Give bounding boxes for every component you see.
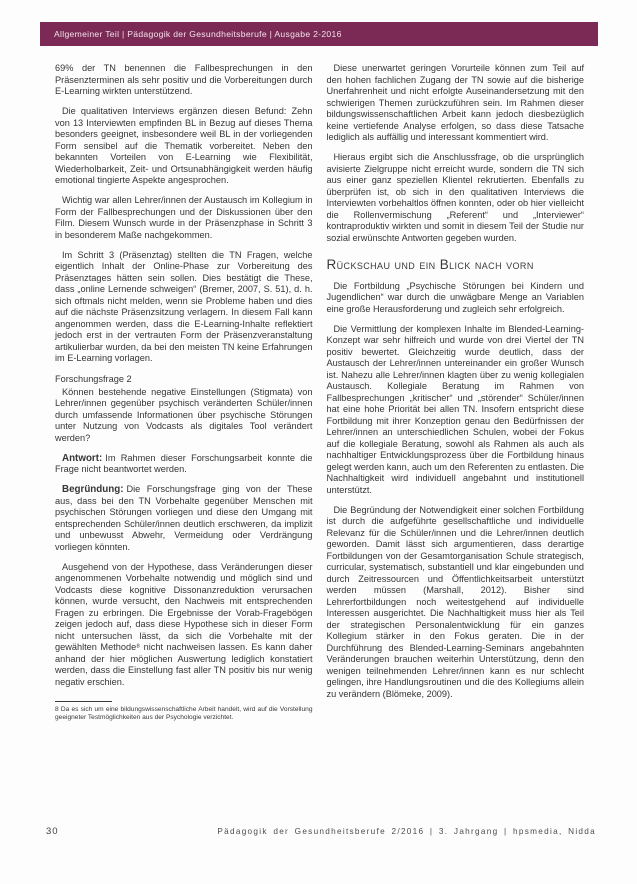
reason-text: Die Forschungsfrage ging von der These aus, dass bei den TN Vorbehalte gegenüber Menschen mit psychischen Störungen vorliegen und diese den Umgang mit entsprechenden Schüler/innen deutlich erschweren, da implizit und unbewusst Abwehr, Vermeidung oder Verdrängung vorliegen könnten. (55, 484, 313, 552)
research-question-label: Forschungsfrage 2 (55, 373, 132, 384)
paragraph: Diese unerwartet geringen Vorurteile können zum Teil auf den hohen fachlichen Zugang der TN sowie auf die bisherige Unerfahrenheit und nicht erfolgte Auseinandersetzung mit den schwierigen Themen zurückzuführen sein. Im Rahmen dieser bildungswissenschaftlichen Arbeit kann jedoch diesbezüglich keine vertiefende Analyse erfolgen, so dass diese Tatsache lediglich als auffällig und interessant kommentiert wird. (326, 63, 584, 142)
left-column (55, 63, 313, 722)
paragraph: 69% der TN benennen die Fallbesprechungen in den Präsenzterminen als sehr positiv und die Vorbereitungen durch E-Learning wirkten unterstützend. (55, 63, 313, 96)
paragraph: Die Fortbildung „Psychische Störungen bei Kindern und Jugendlichen“ war durch die unwägbare Menge an Variablen eine große Herausforderung und zugleich sehr erfolgreich. (326, 280, 584, 314)
journal-header-bar (40, 22, 598, 46)
footnote-block (55, 701, 313, 722)
answer-label: Antwort: (62, 452, 103, 464)
footnote-text: 8 Da es sich um eine bildungswissenschaftliche Arbeit handelt, wird auf die Vorstellung geeigneter Testmöglichkeiten aus der Psychologie verzichtet. (55, 706, 313, 721)
body-columns (55, 63, 584, 722)
reason-label: Begründung: (62, 484, 124, 495)
paragraph: Die Vermittlung der komplexen Inhalte im Blended-Learning-Konzept war sehr hilfreich und wurde von drei Viertel der TN positiv bewertet. Gleichzeitig wurde deutlich, dass der Austausch der Lehrer/innen untereinander ein großer Wunsch ist. Nahezu alle Lehrer/innen klagten über zu wenig kollegialen Austausch. Kollegiale Beratung im Rahmen von Fallbesprechungen „kritischer“ und „störender“ Schüler/innen hat eine hohe Priorität bei allen TN. Insofern entspricht diese Fortbildung mit ihrer Konzeption genau den Bedürfnissen der Lehrer/innen an unterschiedlichen Schulen, wobei der Fokus auf die kollegiale Beratung, sowohl als Rahmen als auch als nachhaltiger Entwicklungsprozess über die Fortbildung hinaus gelegt werden kann, auch um den Referenten zu entlasten. Die Nachhaltigkeit wird individuell angebahnt und institutionell unterstützt. (326, 323, 584, 495)
page-number: 30 (46, 826, 59, 837)
paragraph: Im Schritt 3 (Präsenztag) stellten die TN Fragen, welche eigentlich Inhalt der Online-Phase zur Vorbereitung des Präsenztages hätten sein sollen. Dies bestätigt die These, dass „online Lernende schweigen“ (Bremer, 2007, S. 51), d. h. sich oftmals nicht melden, wenn sie Probleme haben und dies auf die nächste Präsenzsitzung verlagern. In diesem Fall kann angenommen werden, dass die E-Learning-Inhalte reflektiert jedoch erst in der vertrauten Form der Präsenzveranstaltung artikulierbar wurden, da bei den meisten TN keine Erfahrungen im E-Learning vorlagen. (55, 249, 313, 363)
paragraph: Hieraus ergibt sich die Anschlussfrage, ob die ursprünglich avisierte Zielgruppe nicht erreicht wurde, sondern die TN sich aus einer ganz speziellen Klientel rekrutierten. Ebenfalls zu überprüfen ist, ob sich in den qualitativen Interviews die Interviewten vorbehaltlos öffnen konnten, oder ob hier vielleicht die Rollenvermischung „Referent“ und „Interviewer“ kontraproduktiv wirkten und somit in diesem Teil der Studie nur sozial erwünschte Antworten gegeben wurden. (326, 152, 584, 243)
page-footer (46, 826, 596, 837)
paragraph: Ausgehend von der Hypothese, dass Veränderungen dieser angenommenen Vorbehalte notwendig und möglich sind und Vodcasts diese kognitive Dissonanzreduktion verursachen können, wurde versucht, den Nachweis mit entsprechenden Fragen zu erbringen. Die Ergebnisse der Vorab-Fragebögen zeigen jedoch auf, dass diese Hypothese sich in dieser Form nicht untersuchen lässt, da sich die Vorbehalte mit der gewählten Methode⁸ nicht nachweisen lassen. Es kann daher anhand der hier möglichen Auswertung lediglich konstatiert werden, dass die Einstellung fast aller TN positiv bis nur wenig negativ erschien. (55, 561, 313, 687)
section-heading: Rückschau und ein Blick nach vorn (326, 257, 534, 272)
paragraph: Wichtig war allen Lehrer/innen der Austausch im Kollegium in Form der Fallbesprechungen und der Diskussionen über den Film. Diesem Wunsch wurde in der Präsenzphase in Schritt 3 in besonderem Maße nachgekommen. (55, 195, 313, 240)
footnote-divider (55, 701, 112, 702)
paragraph: Die Begründung der Notwendigkeit einer solchen Fortbildung ist durch die aufgeführte gesellschaftliche und individuelle Relevanz für die Schüler/innen und die Lehrer/innen deutlich geworden. Damit lässt sich argumentieren, dass derartige Fortbildungen von der Gesamtorganisation Schule strategisch, curricular, systematisch, substantiell und klar eingebunden und durch Zeitressourcen und Öffentlichkeitsarbeit unterstützt werden müssen (Marshall, 2012). Bisher sind Lehrerfortbildungen noch weitestgehend auf individuelle Interessen ausgerichtet. Die Nachhaltigkeit muss hier als Teil der strategischen Personalentwicklung für ein ganzes Kollegium stärker in den Fokus geraten. Die in der Durchführung des Blended-Learning-Seminars angebahnten Veränderungen brauchen weiterhin Unterstützung, denn den wenigen teilnehmenden Lehrer/innen kann es nur schlecht gelingen, ihre Handlungsroutinen und die des Kollegiums allein zu verändern (Blömeke, 2009). (326, 504, 584, 699)
paragraph: Die qualitativen Interviews ergänzen diesen Befund: Zehn von 13 Interviewten empfinden BL in Bezug auf dieses Thema besonders geeignet, insbesondere weil BL in der vorliegenden Form sensibel auf die Thematik vorbereitet. Neben den bekannten Vorteilen von E-Learning wie Flexibilität, Wiederholbarkeit, Zeit- und Ortsunabhängigkeit werden häufig emotional tingierte Aspekte angesprochen. (55, 106, 313, 185)
header-breadcrumb: Allgemeiner Teil | Pädagogik der Gesundheitsberufe | Ausgabe 2-2016 (54, 29, 342, 39)
reason-paragraph (55, 476, 313, 554)
answer-paragraph (55, 444, 313, 476)
right-column (327, 63, 585, 722)
research-question-paragraph: Können bestehende negative Einstellungen (Stigmata) von Lehrer/innen gegenüber psychisch veränderten Schüler/innen durch umfassende Informationen über psychische Störungen unter Nutzung von Vodcasts als digitales Tool verändert werden? (55, 386, 313, 443)
answer-text: Im Rahmen dieser Forschungsarbeit konnte die Frage nicht beantwortet werden. (55, 452, 313, 474)
journal-footer-line: Pädagogik der Gesundheitsberufe 2/2016 | 3. Jahrgang | hpsmedia, Nidda (217, 827, 596, 836)
